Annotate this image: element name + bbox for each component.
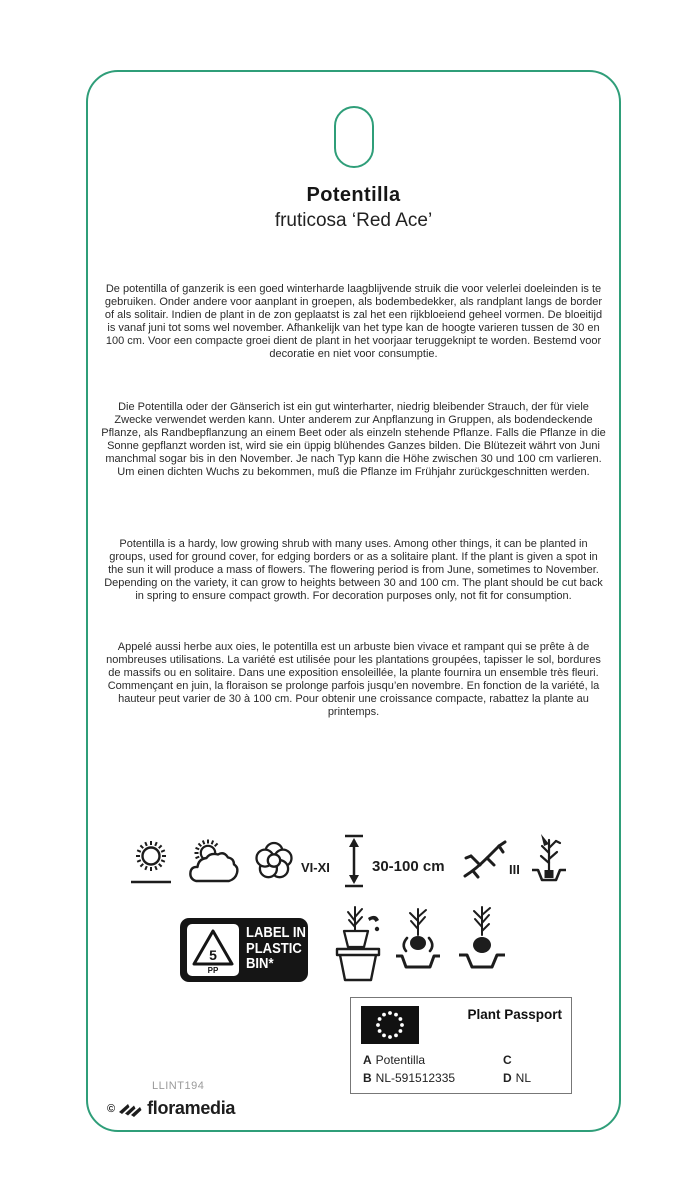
print-code: LLINT194 [152,1080,205,1092]
floramedia-logo [107,1098,235,1119]
pot-watering-icon [328,903,388,983]
plant-passport-box [350,997,572,1094]
brand-name: floramedia [147,1098,236,1118]
passport-field-b: B NL-591512335 [363,1071,456,1085]
description-german: Die Potentilla oder der Gänserich ist ein gut winterharter, niedrig bleibender Strauch, der für viele Zwecke verwendet werden kann. Unter anderem zur Anpflanzung in Gruppen, als bodendeckende Pflanze, als Randbepflanzung an einem Beet oder als einzeln stehende Pflanze. Falls die Pflanze in die Sonne gepflanzt worden ist, wird sie ein üppig blühendes Ganzes bilden. Die Blütezeit währt von Juni manchmal sogar bis in den November. Je nach Typ kann die Höhe zwischen 30 und 100 cm varlieren. Um einen dichten Wuchs zu bekommen, muß die Pflanze im Frühjahr zurückgeschnitten werden. [101,401,606,478]
label-in-plastic-bin-badge [180,918,308,982]
passport-field-d: D NL [503,1071,532,1085]
plant-passport-title: Plant Passport [467,1007,562,1022]
copyright-icon: © [107,1102,116,1115]
plant-variety-subtitle: fruticosa ‘Red Ace’ [274,210,433,231]
full-sun-icon [128,835,174,887]
flowering-months-label: VI-XI [301,860,330,875]
passport-field-a: A Potentilla [363,1053,426,1067]
hanging-hole [334,106,374,168]
passport-field-c: C [503,1053,512,1067]
recycling-triangle-icon [187,924,239,976]
plant-genus-title: Potentilla [306,184,401,206]
rootball-in-hole-icon [393,905,443,975]
plant-label-card [86,70,621,1132]
cut-back-plant-icon [528,832,570,888]
svg-text:5: 5 [209,947,217,963]
partial-shade-icon [187,837,241,885]
eu-flag-icon [361,1006,419,1044]
description-dutch: De potentilla of ganzerik is een goed winterharde laagblijvende struik die voor velerlei doeleinden is te gebruiken. Onder andere voor aanplant in groepen, als bodembedekker, als randplant langs de border of als solitair. Indien de plant in de zon geplaatst is zal het een rijkbloeiend geheel vormen. De bloeitijd is vanaf juni tot soms wel november. Afhankelijk van het type kan de hoogte varieren tussen de 30 en 100 cm. Voor een compacte groei dient de plant in het voorjaar teruggeknipt te worden. Bestemd voor decoratie en niet voor consumptie. [104,283,603,360]
flowering-icon [247,834,301,888]
svg-text:PP: PP [207,966,219,975]
height-icon [342,833,366,889]
description-english: Potentilla is a hardy, low growing shrub with many uses. Among other things, it can be planted in groups, used for ground cover, for edging borders or as a solitaire plant. If the plant is given a spot in the sun it will produce a mass of flowers. The flowering period is from June, sometimes to November. Depending on the variety, it can grow to heights between 30 and 100 cm. The plant should be cut back in spring to ensure compact growth. For decoration purposes only, not fit for consumption. [104,538,603,602]
badge-text: LABEL IN PLASTIC BIN* [246,925,306,972]
pruning-icon [460,835,508,883]
height-range-label: 30-100 cm [372,858,445,875]
description-french: Appelé aussi herbe aux oies, le potentilla est un arbuste bien vivace et rampant qui se prête à de nombreuses utilisations. La variété est utilisée pour les plantations groupées, tapisser le sol, bordures de massifs ou en solitaire. Dans une exposition ensoleillée, la plante fournira un ensemble très fleuri. Commençant en juin, la floraison se prolonge parfois jusqu’en novembre. En fonction de la variété, la hauteur peut varier de 30 à 100 cm. Pour obtenir une croissance compacte, rabattez la plante au printemps. [106,641,601,718]
pruning-month-label: III [509,862,520,877]
planted-in-ground-icon [456,905,508,975]
leaf-wing-icon [118,1100,144,1118]
